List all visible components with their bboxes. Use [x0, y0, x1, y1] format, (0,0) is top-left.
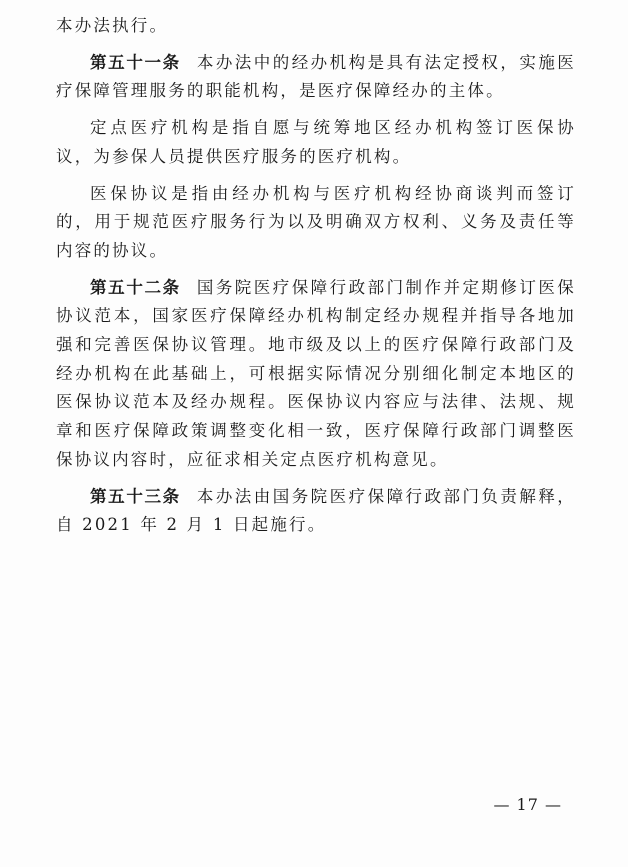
article-text: 国务院医疗保障行政部门制作并定期修订医保协议范本，国家医疗保障经办机构制定经办规程并指导各地加强和完善医保协议管理。地市级及以上的医疗保障行政部门及经办机构在此基础上，可根据实际情况分别细化制定本地区的医保协议范本及经办规程。医保协议内容应与法律、法规、规章和医疗保障政策调整变化相一致，医疗保障行政部门调整医保协议内容时，应征求相关定点医疗机构意见。 [56, 277, 577, 469]
article-52 [56, 274, 576, 475]
article-53 [56, 483, 576, 540]
paragraph-medical-insurance-agreement [56, 180, 576, 266]
article-51 [56, 49, 576, 106]
article-text: 本办法中的经办机构是具有法定授权，实施医疗保障管理服务的职能机构，是医疗保障经办的主体。 [56, 52, 577, 101]
paragraph-continuation [56, 12, 576, 41]
paragraph-text: 医保协议是指由经办机构与医疗机构经协商谈判而签订的，用于规范医疗服务行为以及明确双方权利、义务及责任等内容的协议。 [56, 183, 576, 260]
paragraph-designated-institution [56, 114, 576, 171]
article-heading: 第五十二条 [90, 277, 181, 297]
page-footer [0, 795, 628, 819]
article-text: 本办法由国务院医疗保障行政部门负责解释，自 2021 年 2 月 1 日起施行。 [56, 486, 577, 535]
document-body [56, 12, 576, 548]
page-number: — 17 — [493, 795, 562, 814]
article-heading: 第五十一条 [90, 52, 181, 72]
article-heading: 第五十三条 [90, 486, 181, 506]
paragraph-text: 定点医疗机构是指自愿与统筹地区经办机构签订医保协议，为参保人员提供医疗服务的医疗机构。 [56, 118, 576, 166]
paragraph-text: 本办法执行。 [56, 16, 169, 35]
